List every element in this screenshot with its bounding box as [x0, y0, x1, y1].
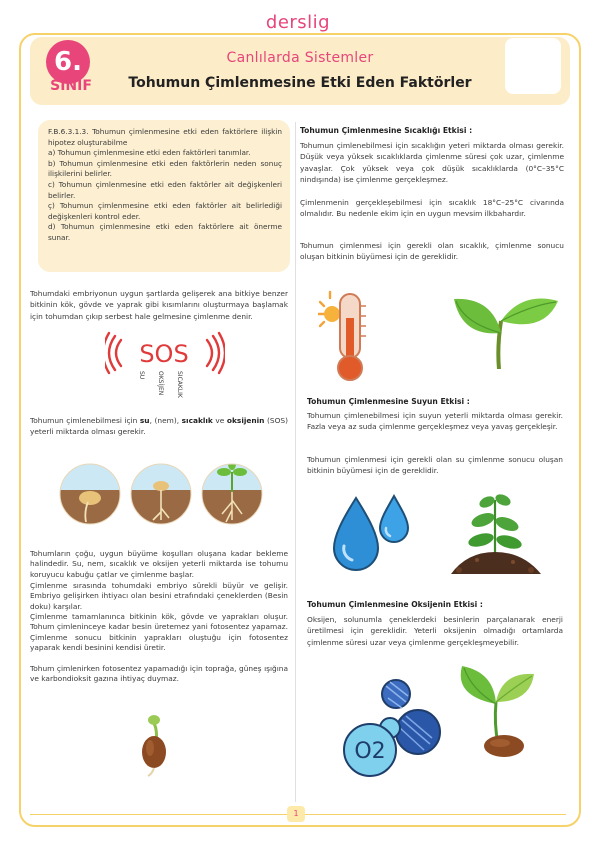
grade-badge — [46, 40, 100, 100]
page-number: 1 — [287, 806, 305, 822]
sos-signal-icon — [105, 330, 225, 392]
sos-label-heat: SICAKLIK — [176, 371, 183, 398]
seedling-icon — [452, 293, 562, 369]
heat-paragraph-3: Tohumun çimlenmesi için gerekli olan sıcaklık, çimlenme sonucu oluşan bitkinin büyümesi için de gereklidir. — [300, 241, 564, 262]
objective-line: F.B.6.3.1.3. Tohumun çimlenmesine etki eden faktörlere ilişkin hipotez oluşturabilme — [48, 127, 282, 147]
header-banner — [30, 37, 570, 105]
objective-line: b) Tohumun çimlenmesine etki eden faktörlerin neden sonuç ilişkilerini belirler. — [48, 158, 282, 179]
sos-label-water: SU — [138, 371, 145, 380]
oxygen-paragraph-1: Oksijen, solunumla çeneklerdeki besinlerin parçalanarak enerji üretilmesi için gereklidir. Yeterli oksijenin olmadığı ortamlarda çimlenme süresi uzar veya çimlenme gerçekleşmeyebilir. — [307, 615, 563, 647]
header-corner-box — [505, 38, 561, 94]
oxygen-formula: O2 — [354, 739, 386, 764]
body-paragraph-3: Çimlenme tamamlanınca bitkinin kök, gövde ve yaprakları oluşur. Tohum çimleninceye kadar besin üretemez yani fotosentez yapamaz. Çimlenme sonucu bitkinin yaprakları oluştuğu için fotosentez yaparak kendi besinini kendisi üretir. — [30, 612, 288, 653]
objective-line: ç) Tohumun çimlenmesine etki eden faktörler ait belirlediği değişkenleri kontrol eder. — [48, 201, 282, 221]
heat-paragraph-1: Tohumun çimlenebilmesi için sıcaklığın yeteri miktarda olması gerekir. Düşük veya yüksek sıcaklıklarda çimlenme süresi çok uzar, çimlenme yavaşlar. Çok yüksek veya çok düşük sıcaklıklarda (0°C–35°C nindışında) ise çimlenme gerçekleşmez. — [300, 141, 564, 185]
germination-stages-image — [58, 452, 268, 532]
thermometer-icon — [318, 288, 378, 384]
objective-line: c) Tohumun çimlenmesine etki eden faktörler ait değişkenleri belirler. — [48, 179, 282, 200]
water-paragraph-2: Tohumun çimlenmesi için gerekli olan su çimlenme sonucu oluşan bitkinin büyümesi için de gereklidir. — [307, 455, 563, 476]
body-paragraph-1: Tohumların çoğu, uygun büyüme koşulları oluşana kadar bekleme halindedir. Su, nem, sıcaklık ve oksijen yeterli miktarda ise tohumu koruyucu kabuğu çatlar ve çimlenme başlar. — [30, 549, 288, 579]
water-title: Tohumun Çimlenmesine Suyun Etkisi : — [307, 397, 470, 406]
oxygen-title: Tohumun Çimlenmesine Oksijenin Etkisi : — [307, 600, 483, 609]
sos-sentence: Tohumun çimlenebilmesi için su, (nem), sıcaklık ve oksijenin (SOS) yeterli miktarda olması gerekir. — [30, 416, 288, 437]
objective-line: d) Tohumun çimlenmesine etki eden faktörlere ait önerme sunar. — [48, 222, 282, 242]
heat-title: Tohumun Çimlenmesine Sıcaklığı Etkisi : — [300, 126, 473, 135]
sos-label-oxygen: OKSİJEN — [157, 371, 164, 396]
brand-logo: derslig — [265, 12, 331, 33]
sos-word: SOS — [139, 340, 189, 368]
objective-box — [38, 120, 290, 272]
grade-label: SINIF — [50, 78, 92, 94]
unit-title: Canlılarda Sistemler — [226, 50, 374, 66]
heat-paragraph-2: Çimlenmenin gerçekleşebilmesi için sıcaklık 18°C–25°C civarında olmalıdır. Bu nedenle ekim için en uygun mevsim ilkbahardır. — [300, 198, 564, 219]
intro-paragraph: Tohumdaki embriyonun uygun şartlarda gelişerek ana bitkiye benzer bitkinin kök, gövde ve yaprak gibi kısımlarını oluşturmaya başlamak için tohumdan çıkıp serbest hale gelmesine çimlenme denir. — [30, 289, 288, 321]
grade-number: 6. — [46, 40, 90, 84]
sprout-soil-icon — [447, 490, 543, 576]
lesson-title: Tohumun Çimlenmesine Etki Eden Faktörler — [128, 75, 472, 91]
sprout-seed-icon — [458, 664, 538, 760]
water-drops-icon — [332, 492, 414, 574]
objective-line: a) Tohumun çimlenmesine etki eden faktörleri tanımlar. — [48, 148, 251, 158]
oxygen-bubbles-icon — [330, 676, 446, 780]
germinating-seed-icon — [132, 712, 178, 778]
body-paragraph-4: Tohum çimlenirken fotosentez yapamadığı için toprağa, güneş ışığına ve karbondioksit gazına ihtiyaç duymaz. — [30, 664, 288, 684]
water-paragraph-1: Tohumun çimlenebilmesi için suyun yeterli miktarda olması gerekir. Fazla veya az suda çimlenme gerçekleşmez veya yavaş gerçekleşir. — [307, 411, 563, 432]
body-paragraph-2: Çimlenme sırasında tohumdaki embriyo sürekli büyür ve gelişir. Embriyo gelişirken ihtiyacı olan besini etrafındaki çeneklerden (Besin doku) karşılar. — [30, 581, 288, 611]
column-divider — [295, 122, 296, 802]
